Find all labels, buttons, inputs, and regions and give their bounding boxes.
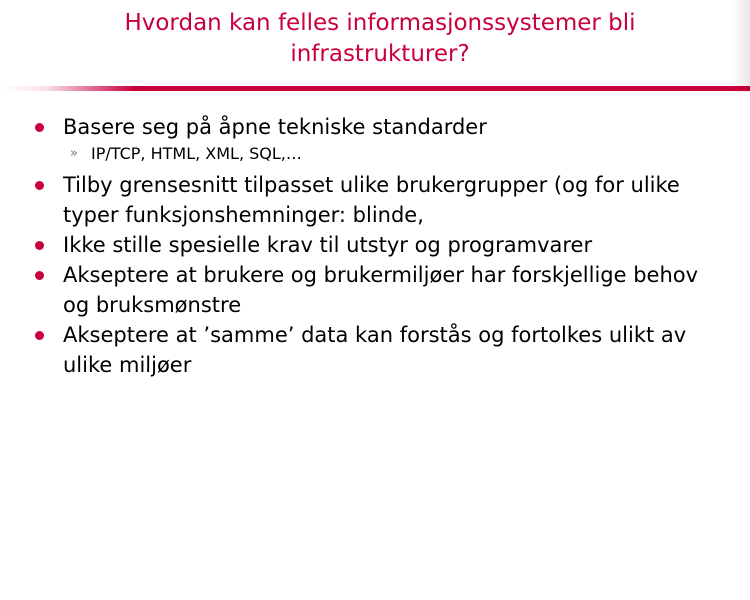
bullet-text: Basere seg på åpne tekniske standarder <box>63 115 487 139</box>
bullet-dot-icon <box>35 331 44 340</box>
bullet-dot-icon <box>35 271 44 280</box>
bullet-item <box>0 170 750 230</box>
sub-bullet-item <box>0 142 750 166</box>
bullet-text: Akseptere at brukere og brukermiljøer har forskjellige behov og bruksmønstre <box>63 263 699 317</box>
bullet-text: Tilby grensesnitt tilpasset ulike brukergrupper (og for ulike typer funksjonshemninger: blinde, <box>63 173 680 227</box>
sub-bullet-marker-icon: » <box>70 146 78 161</box>
bullet-item <box>0 320 750 380</box>
bullet-item <box>0 260 750 320</box>
title-divider <box>0 86 750 91</box>
bullet-text: Akseptere at ’samme’ data kan forstås og fortolkes ulikt av ulike miljøer <box>63 323 687 377</box>
bullet-text: Ikke stille spesielle krav til utstyr og programvarer <box>63 233 593 257</box>
slide-title: Hvordan kan felles informasjonssystemer bli infrastrukturer? <box>124 10 636 67</box>
bullet-list <box>0 112 750 380</box>
bullet-dot-icon <box>35 241 44 250</box>
bullet-dot-icon <box>35 181 44 190</box>
bullet-item <box>0 230 750 260</box>
sub-bullet-text: IP/TCP, HTML, XML, SQL,… <box>91 144 302 163</box>
bullet-item <box>0 112 750 142</box>
bullet-dot-icon <box>35 123 44 132</box>
title-shade <box>731 0 750 92</box>
